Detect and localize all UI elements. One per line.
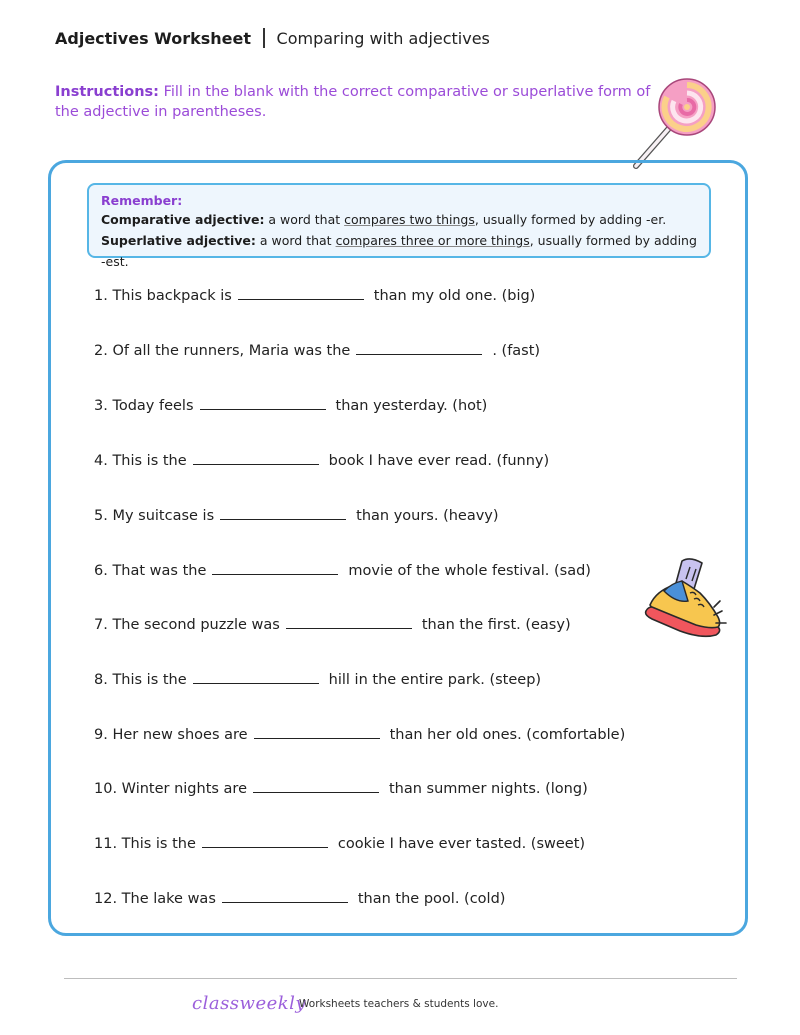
question-text-before: 11. This is the bbox=[94, 836, 196, 852]
instructions bbox=[55, 82, 655, 122]
worksheet-header bbox=[55, 28, 490, 48]
question-text-before: 1. This backpack is bbox=[94, 288, 232, 304]
superlative-post: , usually formed by adding -est. bbox=[101, 233, 697, 269]
question-4 bbox=[94, 453, 549, 469]
question-8 bbox=[94, 672, 541, 688]
worksheet-subtitle: Comparing with adjectives bbox=[276, 28, 490, 48]
answer-blank[interactable] bbox=[356, 353, 482, 355]
footer-divider bbox=[64, 978, 737, 979]
question-3 bbox=[94, 398, 487, 414]
remember-box bbox=[87, 183, 711, 269]
answer-blank[interactable] bbox=[254, 737, 380, 739]
remember-title: Remember: bbox=[101, 193, 183, 208]
question-text-before: 3. Today feels bbox=[94, 398, 194, 414]
header-divider bbox=[263, 28, 265, 48]
question-text-after: . (fast) bbox=[492, 343, 541, 359]
instructions-text: Fill in the blank with the correct comparative or superlative form of the adjective in parentheses. bbox=[55, 84, 651, 120]
exercise-frame bbox=[48, 160, 748, 936]
brand-logo: classweekly bbox=[192, 993, 307, 1014]
question-2 bbox=[94, 343, 540, 359]
superlative-underlined: compares three or more things bbox=[335, 233, 530, 248]
question-text-before: 4. This is the bbox=[94, 453, 187, 469]
question-text-after: than the pool. (cold) bbox=[357, 891, 506, 907]
question-text-after: than her old ones. (comfortable) bbox=[389, 727, 626, 743]
answer-blank[interactable] bbox=[193, 463, 319, 465]
question-7 bbox=[94, 617, 571, 633]
answer-blank[interactable] bbox=[222, 901, 348, 903]
question-text-after: than my old one. (big) bbox=[373, 288, 536, 304]
question-text-before: 2. Of all the runners, Maria was the bbox=[94, 343, 351, 359]
question-text-before: 10. Winter nights are bbox=[94, 781, 247, 797]
question-text-before: 7. The second puzzle was bbox=[94, 617, 280, 633]
comparative-underlined: compares two things bbox=[344, 212, 475, 227]
question-text-after: than the first. (easy) bbox=[421, 617, 571, 633]
comparative-post: , usually formed by adding -er. bbox=[474, 212, 667, 227]
question-text-after: than yours. (heavy) bbox=[356, 508, 499, 524]
question-6 bbox=[94, 563, 591, 579]
running-shoe-icon bbox=[640, 553, 730, 648]
superlative-term: Superlative adjective: bbox=[101, 233, 256, 248]
question-1 bbox=[94, 288, 535, 304]
answer-blank[interactable] bbox=[286, 627, 412, 629]
comparative-term: Comparative adjective: bbox=[101, 212, 265, 227]
answer-blank[interactable] bbox=[212, 573, 338, 575]
question-text-after: than summer nights. (long) bbox=[389, 781, 588, 797]
question-11 bbox=[94, 836, 585, 852]
question-text-after: cookie I have ever tasted. (sweet) bbox=[337, 836, 586, 852]
answer-blank[interactable] bbox=[253, 791, 379, 793]
question-text-before: 5. My suitcase is bbox=[94, 508, 215, 524]
worksheet-title: Adjectives Worksheet bbox=[55, 28, 252, 48]
question-text-after: book I have ever read. (funny) bbox=[328, 453, 550, 469]
question-5 bbox=[94, 508, 499, 524]
comparative-definition bbox=[101, 209, 697, 230]
footer-tagline: Worksheets teachers & students love. bbox=[299, 998, 499, 1010]
answer-blank[interactable] bbox=[200, 408, 326, 410]
question-12 bbox=[94, 891, 505, 907]
question-text-after: hill in the entire park. (steep) bbox=[328, 672, 542, 688]
comparative-pre: a word that bbox=[264, 212, 345, 227]
answer-blank[interactable] bbox=[238, 298, 364, 300]
superlative-pre: a word that bbox=[255, 233, 336, 248]
instructions-label: Instructions: bbox=[55, 84, 159, 100]
superlative-definition bbox=[101, 230, 697, 272]
question-text-after: movie of the whole festival. (sad) bbox=[348, 563, 591, 579]
answer-blank[interactable] bbox=[220, 518, 346, 520]
answer-blank[interactable] bbox=[193, 682, 319, 684]
question-text-before: 6. That was the bbox=[94, 563, 207, 579]
question-9 bbox=[94, 727, 625, 743]
question-text-before: 12. The lake was bbox=[94, 891, 216, 907]
question-text-before: 8. This is the bbox=[94, 672, 187, 688]
question-10 bbox=[94, 781, 588, 797]
question-text-before: 9. Her new shoes are bbox=[94, 727, 248, 743]
answer-blank[interactable] bbox=[202, 846, 328, 848]
question-text-after: than yesterday. (hot) bbox=[335, 398, 488, 414]
